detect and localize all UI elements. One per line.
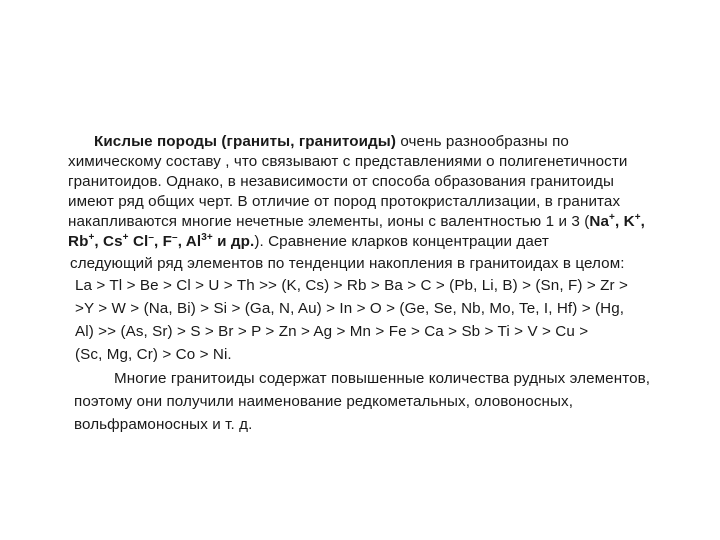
element-series-line-1: La > Tl > Be > Cl > U > Th >> (K, Cs) > Rb > Ba > C > (Pb, Li, B) > (Sn, F) > Zr > — [75, 277, 628, 294]
paragraph1-line-2: химическому составу , что связывают с представлениями о полигенетичности — [68, 153, 628, 170]
text-run: очень разнообразны по — [396, 133, 569, 150]
charge: + — [634, 212, 641, 223]
separator: , — [640, 213, 645, 230]
paragraph1-line-4: имеют ряд общих черт. В отличие от пород протокристаллизации, в гранитах — [68, 193, 621, 210]
paragraph1-line-7: следующий ряд элементов по тенденции накопления в гранитоидах в целом: — [70, 255, 625, 272]
paragraph1-line-3: гранитоидов. Однако, в независимости от способа образования гранитоиды — [68, 173, 615, 190]
bold-heading-term: Кислые породы (граниты, гранитоиды) — [94, 133, 397, 150]
ion-cs: , Cs — [94, 233, 123, 250]
text-run: ). Сравнение кларков концентрации дает — [254, 233, 549, 250]
charge: 3+ — [201, 232, 213, 243]
paragraph1-line-5 — [68, 212, 645, 231]
charge: – — [148, 232, 155, 243]
charge: + — [88, 232, 95, 243]
paragraph1-line-1 — [94, 132, 569, 151]
ion-al: , Al — [177, 233, 202, 250]
ion-na: Na — [589, 213, 610, 230]
element-series-line-3: Al) >> (As, Sr) > S > Br > P > Zn > Ag > Mn > Fe > Ca > Sb > Ti > V > Cu > — [75, 323, 589, 340]
separator: , — [614, 213, 624, 230]
charge: + — [609, 212, 615, 223]
paragraph2-line-3: вольфрамоносных и т. д. — [74, 416, 253, 433]
charge: + — [122, 232, 129, 243]
ion-cl: Cl — [128, 233, 149, 250]
ion-f: , F — [154, 233, 173, 250]
text-run: накапливаются многие нечетные элементы, ионы с валентностью 1 и 3 ( — [68, 213, 590, 230]
ion-rb: Rb — [68, 233, 89, 250]
paragraph2-line-1: Многие гранитоиды содержат повышенные количества рудных элементов, — [114, 370, 651, 387]
element-series-line-4: (Sc, Mg, Cr) > Co > Ni. — [75, 346, 232, 363]
charge: – — [172, 232, 178, 243]
paragraph2-line-2: поэтому они получили наименование редкометальных, оловоносных, — [74, 393, 574, 410]
etc-label: и др. — [212, 233, 255, 250]
element-series-line-2: >Y > W > (Na, Bi) > Si > (Ga, N, Au) > In > O > (Ge, Se, Nb, Mo, Te, I, Hf) > (Hg, — [75, 300, 625, 317]
paragraph1-line-6 — [68, 232, 549, 251]
ion-k: K — [623, 213, 635, 230]
